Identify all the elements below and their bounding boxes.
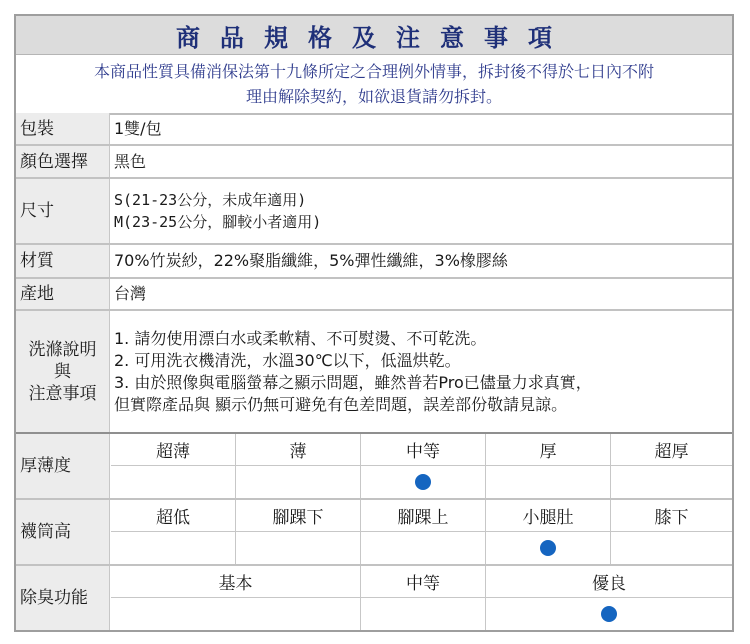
material-row <box>16 245 732 279</box>
origin-value: 台灣 <box>114 284 147 303</box>
deodorant-option: 優良 <box>486 566 732 598</box>
package-row <box>16 113 732 146</box>
cuff-height-mark-cell <box>611 532 732 564</box>
cuff-height-mark-cell <box>361 532 486 564</box>
deodorant-mark-cell <box>361 598 486 630</box>
deodorant-option: 基本 <box>111 566 361 598</box>
thickness-option: 中等 <box>361 434 486 466</box>
selected-dot-icon <box>540 540 556 556</box>
deodorant-mark-cell <box>486 598 732 630</box>
care-label-line-3: 注意事項 <box>28 384 97 404</box>
cuff-height-mark-cell <box>236 532 361 564</box>
notice-line-1: 本商品性質具備消保法第十九條所定之合理例外情事，拆封後不得於七日內不附 <box>93 62 654 81</box>
cuff-height-option: 小腿肚 <box>486 500 611 532</box>
deodorant-mark-cell <box>111 598 361 630</box>
care-line-4: 但實際產品與 顯示仍無可避免有色差問題，誤差部份敬請見諒。 <box>114 395 568 414</box>
cuff-height-mark-cell <box>111 532 236 564</box>
cuff-height-row <box>16 500 732 566</box>
cuff-height-option: 腳踝下 <box>236 500 361 532</box>
size-option-m: M(23-25公分，腳較小者適用) <box>114 213 322 231</box>
color-value: 黑色 <box>114 151 147 171</box>
deodorant-option: 中等 <box>361 566 486 598</box>
thickness-row <box>16 434 732 500</box>
size-row <box>16 179 732 245</box>
color-row <box>16 146 732 179</box>
thickness-option: 厚 <box>486 434 611 466</box>
thickness-option: 超厚 <box>611 434 732 466</box>
thickness-option: 薄 <box>236 434 361 466</box>
deodorant-label: 除臭功能 <box>16 566 110 630</box>
origin-label: 產地 <box>16 279 110 309</box>
cuff-height-option: 腳踝上 <box>361 500 486 532</box>
thickness-option: 超薄 <box>111 434 236 466</box>
color-label: 顏色選擇 <box>16 146 110 177</box>
package-value: 1雙/包 <box>114 118 162 138</box>
selected-dot-icon <box>601 606 617 622</box>
cuff-height-grid <box>111 500 732 564</box>
origin-row <box>16 279 732 311</box>
spec-table <box>14 14 734 632</box>
cuff-height-option: 超低 <box>111 500 236 532</box>
care-line-2: 2. 可用洗衣機清洗，水溫30℃以下，低溫烘乾。 <box>114 351 461 370</box>
return-policy-notice <box>16 55 732 115</box>
thickness-mark-cell <box>111 466 236 498</box>
table-title: 商品規格及注意事項 <box>16 16 732 55</box>
care-line-1: 1. 請勿使用漂白水或柔軟精、不可熨燙、不可乾洗。 <box>114 329 487 348</box>
size-option-s: S(21-23公分，未成年適用) <box>114 191 307 209</box>
cuff-height-mark-cell <box>486 532 611 564</box>
deodorant-grid <box>111 566 732 630</box>
care-line-3: 3. 由於照像與電腦螢幕之顯示問題，雖然普若Pro已儘量力求真實， <box>114 373 592 392</box>
thickness-mark-cell <box>236 466 361 498</box>
selected-dot-icon <box>415 474 431 490</box>
package-label: 包裝 <box>16 113 110 144</box>
size-values <box>114 179 726 243</box>
cuff-height-option: 膝下 <box>611 500 732 532</box>
thickness-mark-cell <box>611 466 732 498</box>
material-value: 70%竹炭紗，22%聚脂纖維，5%彈性纖維，3%橡膠絲 <box>114 251 508 270</box>
care-instructions <box>114 311 726 433</box>
material-label: 材質 <box>16 245 110 277</box>
care-label <box>16 311 110 433</box>
thickness-label: 厚薄度 <box>16 434 110 498</box>
thickness-mark-cell <box>486 466 611 498</box>
size-label: 尺寸 <box>16 179 110 243</box>
care-label-line-1: 洗滌說明 <box>28 340 97 360</box>
care-row <box>16 311 732 433</box>
cuff-height-label: 襪筒高 <box>16 500 110 564</box>
care-label-line-2: 與 <box>54 362 71 382</box>
thickness-mark-cell <box>361 466 486 498</box>
thickness-grid <box>111 434 732 498</box>
notice-line-2: 理由解除契約，如欲退貨請勿拆封。 <box>245 87 502 106</box>
deodorant-row <box>16 566 732 630</box>
